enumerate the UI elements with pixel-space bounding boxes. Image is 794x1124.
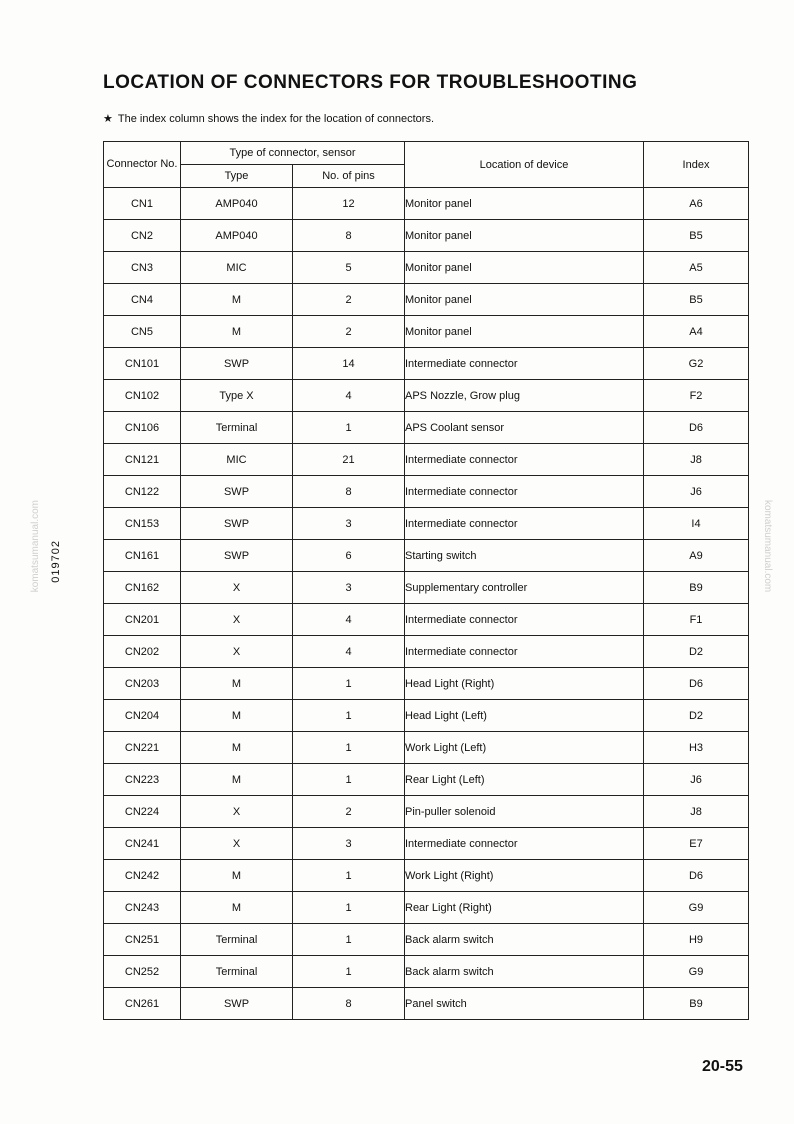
cell-no: CN201 [104,604,181,636]
cell-location: Supplementary controller [405,572,644,604]
cell-no: CN224 [104,796,181,828]
cell-location: Monitor panel [405,220,644,252]
cell-type: M [181,892,293,924]
table-row [104,796,749,828]
cell-type: SWP [181,476,293,508]
cell-type: X [181,796,293,828]
cell-pins: 14 [293,348,405,380]
cell-no: CN241 [104,828,181,860]
table-row [104,988,749,1020]
cell-index: G2 [644,348,749,380]
cell-type: X [181,636,293,668]
cell-pins: 2 [293,284,405,316]
cell-index: J6 [644,476,749,508]
cell-index: B5 [644,220,749,252]
table-row [104,956,749,988]
cell-pins: 1 [293,668,405,700]
table-row [104,252,749,284]
cell-type: X [181,828,293,860]
cell-index: B9 [644,572,749,604]
table-row [104,636,749,668]
table-row [104,380,749,412]
table-row [104,604,749,636]
star-icon: ★ [103,113,113,125]
cell-type: SWP [181,508,293,540]
cell-index: D2 [644,636,749,668]
cell-location: Work Light (Left) [405,732,644,764]
cell-no: CN2 [104,220,181,252]
cell-index: J8 [644,796,749,828]
cell-pins: 1 [293,924,405,956]
cell-no: CN203 [104,668,181,700]
cell-pins: 21 [293,444,405,476]
cell-index: A5 [644,252,749,284]
header-pins: No. of pins [293,165,405,188]
header-location: Location of device [405,142,644,188]
table-row [104,348,749,380]
cell-location: Back alarm switch [405,956,644,988]
table-row [104,188,749,220]
cell-pins: 1 [293,700,405,732]
table-row [104,476,749,508]
cell-location: Rear Light (Left) [405,764,644,796]
header-type: Type [181,165,293,188]
header-type-group: Type of connector, sensor [181,142,405,165]
cell-index: H9 [644,924,749,956]
table-row [104,892,749,924]
cell-location: Intermediate connector [405,828,644,860]
cell-type: M [181,668,293,700]
cell-location: Panel switch [405,988,644,1020]
cell-index: A6 [644,188,749,220]
connector-rows [104,188,749,1020]
cell-location: Monitor panel [405,252,644,284]
cell-no: CN153 [104,508,181,540]
cell-no: CN1 [104,188,181,220]
cell-location: Intermediate connector [405,348,644,380]
cell-index: D6 [644,860,749,892]
cell-type: Terminal [181,956,293,988]
note-text: The index column shows the index for the location of connectors. [117,113,434,125]
cell-type: MIC [181,252,293,284]
table-row [104,924,749,956]
table-row [104,764,749,796]
cell-pins: 8 [293,476,405,508]
cell-index: B5 [644,284,749,316]
cell-type: SWP [181,540,293,572]
cell-index: B9 [644,988,749,1020]
cell-type: AMP040 [181,188,293,220]
cell-index: D6 [644,412,749,444]
cell-location: Monitor panel [405,316,644,348]
cell-no: CN221 [104,732,181,764]
table-row [104,700,749,732]
cell-location: Starting switch [405,540,644,572]
watermark-right: komatsumanual.com [762,500,773,593]
cell-pins: 3 [293,828,405,860]
cell-location: APS Coolant sensor [405,412,644,444]
cell-no: CN252 [104,956,181,988]
cell-index: D2 [644,700,749,732]
cell-type: Type X [181,380,293,412]
table-row [104,668,749,700]
cell-no: CN122 [104,476,181,508]
table-row [104,732,749,764]
cell-pins: 5 [293,252,405,284]
cell-pins: 2 [293,316,405,348]
cell-type: M [181,764,293,796]
cell-no: CN251 [104,924,181,956]
cell-pins: 12 [293,188,405,220]
cell-pins: 4 [293,636,405,668]
cell-index: A4 [644,316,749,348]
cell-pins: 3 [293,508,405,540]
table-row [104,220,749,252]
cell-pins: 4 [293,380,405,412]
cell-no: CN242 [104,860,181,892]
cell-type: SWP [181,348,293,380]
header-index: Index [644,142,749,188]
watermark-left: komatsumanual.com [30,500,41,593]
cell-location: Monitor panel [405,284,644,316]
cell-pins: 1 [293,412,405,444]
cell-type: M [181,732,293,764]
cell-pins: 6 [293,540,405,572]
cell-index: F2 [644,380,749,412]
cell-no: CN102 [104,380,181,412]
cell-index: J6 [644,764,749,796]
cell-location: Head Light (Right) [405,668,644,700]
cell-type: M [181,316,293,348]
page-number: 20-55 [702,1058,743,1075]
cell-type: Terminal [181,924,293,956]
cell-type: X [181,604,293,636]
cell-pins: 2 [293,796,405,828]
cell-type: MIC [181,444,293,476]
cell-no: CN101 [104,348,181,380]
cell-location: Head Light (Left) [405,700,644,732]
table-row [104,860,749,892]
cell-index: J8 [644,444,749,476]
cell-pins: 1 [293,860,405,892]
cell-type: M [181,284,293,316]
cell-location: Pin-puller solenoid [405,796,644,828]
cell-location: Intermediate connector [405,508,644,540]
cell-type: AMP040 [181,220,293,252]
cell-no: CN106 [104,412,181,444]
table-row [104,540,749,572]
cell-pins: 1 [293,956,405,988]
cell-location: Rear Light (Right) [405,892,644,924]
cell-no: CN3 [104,252,181,284]
side-code: 019702 [50,540,62,583]
table-row [104,412,749,444]
cell-no: CN161 [104,540,181,572]
cell-no: CN202 [104,636,181,668]
cell-no: CN4 [104,284,181,316]
table-row [104,572,749,604]
cell-index: A9 [644,540,749,572]
cell-no: CN5 [104,316,181,348]
cell-pins: 1 [293,892,405,924]
table-row [104,508,749,540]
cell-location: Intermediate connector [405,604,644,636]
cell-type: M [181,860,293,892]
table-row [104,444,749,476]
cell-no: CN243 [104,892,181,924]
index-note [103,112,434,125]
cell-pins: 8 [293,220,405,252]
cell-location: APS Nozzle, Grow plug [405,380,644,412]
header-connector-no: Connector No. [104,142,181,188]
page-title: LOCATION OF CONNECTORS FOR TROUBLESHOOTING [103,72,638,93]
cell-index: D6 [644,668,749,700]
cell-location: Intermediate connector [405,476,644,508]
cell-type: M [181,700,293,732]
cell-pins: 4 [293,604,405,636]
cell-pins: 3 [293,572,405,604]
cell-pins: 1 [293,764,405,796]
cell-location: Back alarm switch [405,924,644,956]
cell-location: Intermediate connector [405,444,644,476]
connector-table [103,141,749,1020]
cell-type: SWP [181,988,293,1020]
cell-pins: 1 [293,732,405,764]
table-row [104,828,749,860]
cell-no: CN121 [104,444,181,476]
cell-index: E7 [644,828,749,860]
cell-no: CN204 [104,700,181,732]
table-row [104,284,749,316]
cell-index: F1 [644,604,749,636]
cell-index: G9 [644,956,749,988]
cell-no: CN261 [104,988,181,1020]
cell-location: Work Light (Right) [405,860,644,892]
cell-no: CN162 [104,572,181,604]
cell-index: G9 [644,892,749,924]
cell-location: Monitor panel [405,188,644,220]
cell-type: X [181,572,293,604]
cell-location: Intermediate connector [405,636,644,668]
cell-no: CN223 [104,764,181,796]
table-row [104,316,749,348]
cell-index: H3 [644,732,749,764]
cell-pins: 8 [293,988,405,1020]
cell-index: I4 [644,508,749,540]
cell-type: Terminal [181,412,293,444]
